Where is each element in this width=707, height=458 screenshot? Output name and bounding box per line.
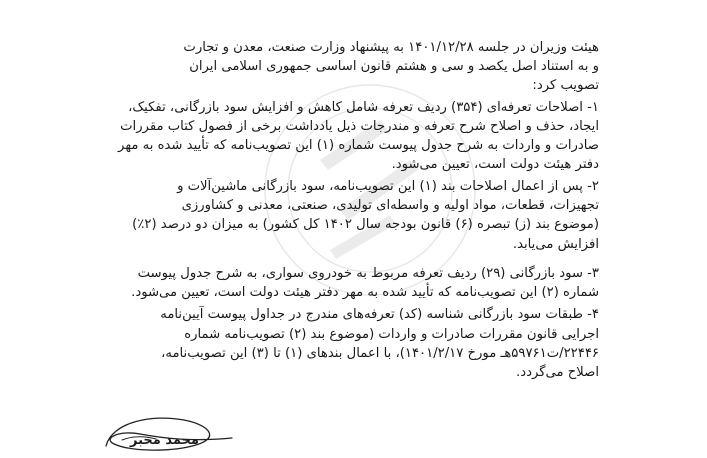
item4-line-2: اجرایی قانون مقررات صادرات و واردات (موضوع بند (۲) تصویب‌نامه شماره — [184, 327, 599, 342]
cut-off-header-text — [160, 0, 599, 3]
item2-line-4: افزایش می‌یابد. — [512, 237, 599, 252]
item4-line-3: ۲۲۴۴۶/ت۵۹۷۶۱هـ مورخ ۱۴۰۱/۲/۱۷)، با اعمال بندهای (۱) تا (۳) این تصویب‌نامه، — [161, 346, 599, 361]
item3-line-2: شماره (۲) این تصویب‌نامه که تأیید شده به مهر دفتر هیئت دولت است، تعیین می‌شود. — [131, 285, 599, 300]
item1-line-4: دفتر هیئت دولت است، تعیین می‌شود. — [391, 157, 599, 172]
preamble-line-2: و به استناد اصل یکصد و سی و هشتم قانون اساسی جمهوری اسلامی ایران — [189, 59, 599, 74]
item1-line-1: ۱- اصلاحات تعرفه‌ای (۳۵۴) ردیف تعرفه شامل کاهش و افزایش سود بازرگانی، تفکیک، — [128, 100, 599, 115]
item4-line-1: ۴- طبقات سود بازرگانی شناسه (کد) تعرفه‌های مندرج در جداول پیوست آیین‌نامه — [160, 307, 599, 322]
item2-line-1: ۲- پس از اعمال اصلاحات بند (۱) این تصویب‌نامه، سود بازرگانی ماشین‌آلات و — [177, 179, 599, 194]
item3-line-1: ۳- سود بازرگانی (۲۹) ردیف تعرفه مربوط به خودروی سواری، به شرح جدول پیوست — [137, 266, 599, 281]
preamble-line-1: هیئت وزیران در جلسه ۱۴۰۱/۱۲/۲۸ به پیشنهاد وزارت صنعت، معدن و تجارت — [183, 40, 599, 55]
item2-line-3: (موضوع بند (ز) تبصره (۶) قانون بودجه سال ۱۴۰۲ کل کشور) به میزان دو درصد (۲٪) — [132, 217, 599, 232]
item1-line-2: ایجاد، حذف و اصلاح شرح تعرفه و مندرجات ذیل یادداشت برخی از فصول کتاب مقررات — [120, 119, 599, 134]
item4-line-4: اصلاح می‌گردد. — [516, 365, 599, 380]
item2-line-2: تجهیزات، قطعات، مواد اولیه و واسطه‌ای تولیدی، صنعتی، معدنی و کشاورزی — [181, 198, 599, 213]
signatory-name: محمد مخبر — [130, 433, 199, 448]
preamble-line-3: تصویب کرد: — [532, 78, 599, 93]
cut-off-header-line — [160, 0, 599, 4]
item1-line-3: صادرات و واردات به شرح جدول پیوست شماره (۱) این تصویب‌نامه که تأیید شده به مهر — [118, 138, 599, 153]
